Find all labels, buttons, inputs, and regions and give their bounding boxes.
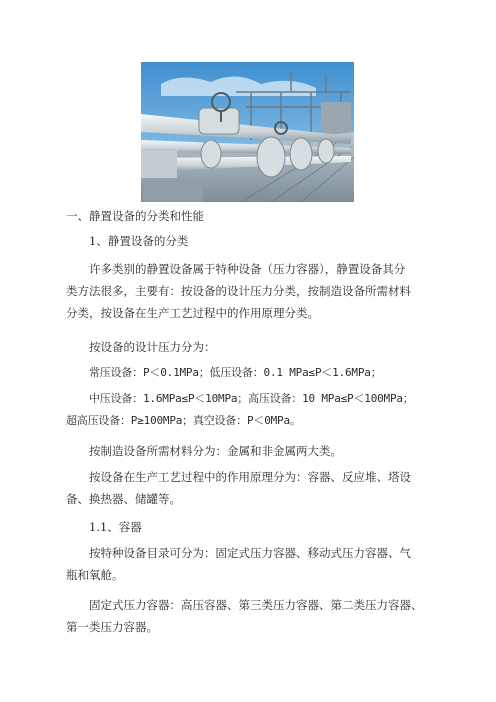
paragraph-catalog — [66, 542, 429, 586]
text-line: 第一类压力容器。 — [66, 620, 158, 634]
paragraph-principle — [66, 466, 429, 510]
text-line: 类方法很多，主要有：按设备的设计压力分类，按制造设备所需材料 — [66, 284, 411, 298]
subheading-container — [66, 516, 429, 538]
paragraph-fixed-vessel — [66, 594, 429, 638]
text-line: 按制造设备所需材料分为：金属和非金属两大类。 — [89, 444, 342, 458]
text-line: 1、静置设备的分类 — [89, 234, 189, 248]
paragraph-pressure-low — [66, 362, 429, 384]
subheading-classification — [66, 230, 429, 252]
text-line: 许多类别的静置设备属于特种设备（压力容器），静置设备其分 — [89, 262, 406, 276]
text-line: 1.1、容器 — [89, 520, 142, 534]
paragraph-pressure-intro — [66, 336, 429, 358]
section-heading: 一、静置设备的分类和性能 — [66, 209, 204, 223]
text-line: 超高压设备：P≥100MPa；真空设备：P＜0MPa。 — [66, 414, 301, 427]
paragraph-intro — [66, 258, 429, 324]
text-line: 按设备在生产工艺过程中的作用原理分为：容器、反应堆、塔设 — [89, 470, 411, 484]
text-line: 常压设备：P＜0.1MPa；低压设备：0.1 MPa≤P＜1.6MPa； — [89, 366, 382, 379]
text-line: 按特种设备目录可分为：固定式压力容器、移动式压力容器、气 — [89, 546, 411, 560]
paragraph-pressure-high — [66, 388, 429, 432]
text-line: 中压设备：1.6MPa≤P＜10MPa；高压设备：10 MPa≤P＜100MPa； — [89, 392, 414, 405]
text-line: 备、换热器、储罐等。 — [66, 492, 181, 506]
text-line: 瓶和氧舱。 — [66, 568, 124, 582]
text-line: 按设备的设计压力分为： — [89, 340, 216, 354]
text-line: 分类，按设备在生产工艺过程中的作用原理分类。 — [66, 306, 319, 320]
pipeline-photo — [141, 62, 354, 202]
text-line: 固定式压力容器：高压容器、第三类压力容器、第二类压力容器、 — [89, 598, 423, 612]
paragraph-material — [66, 440, 429, 462]
